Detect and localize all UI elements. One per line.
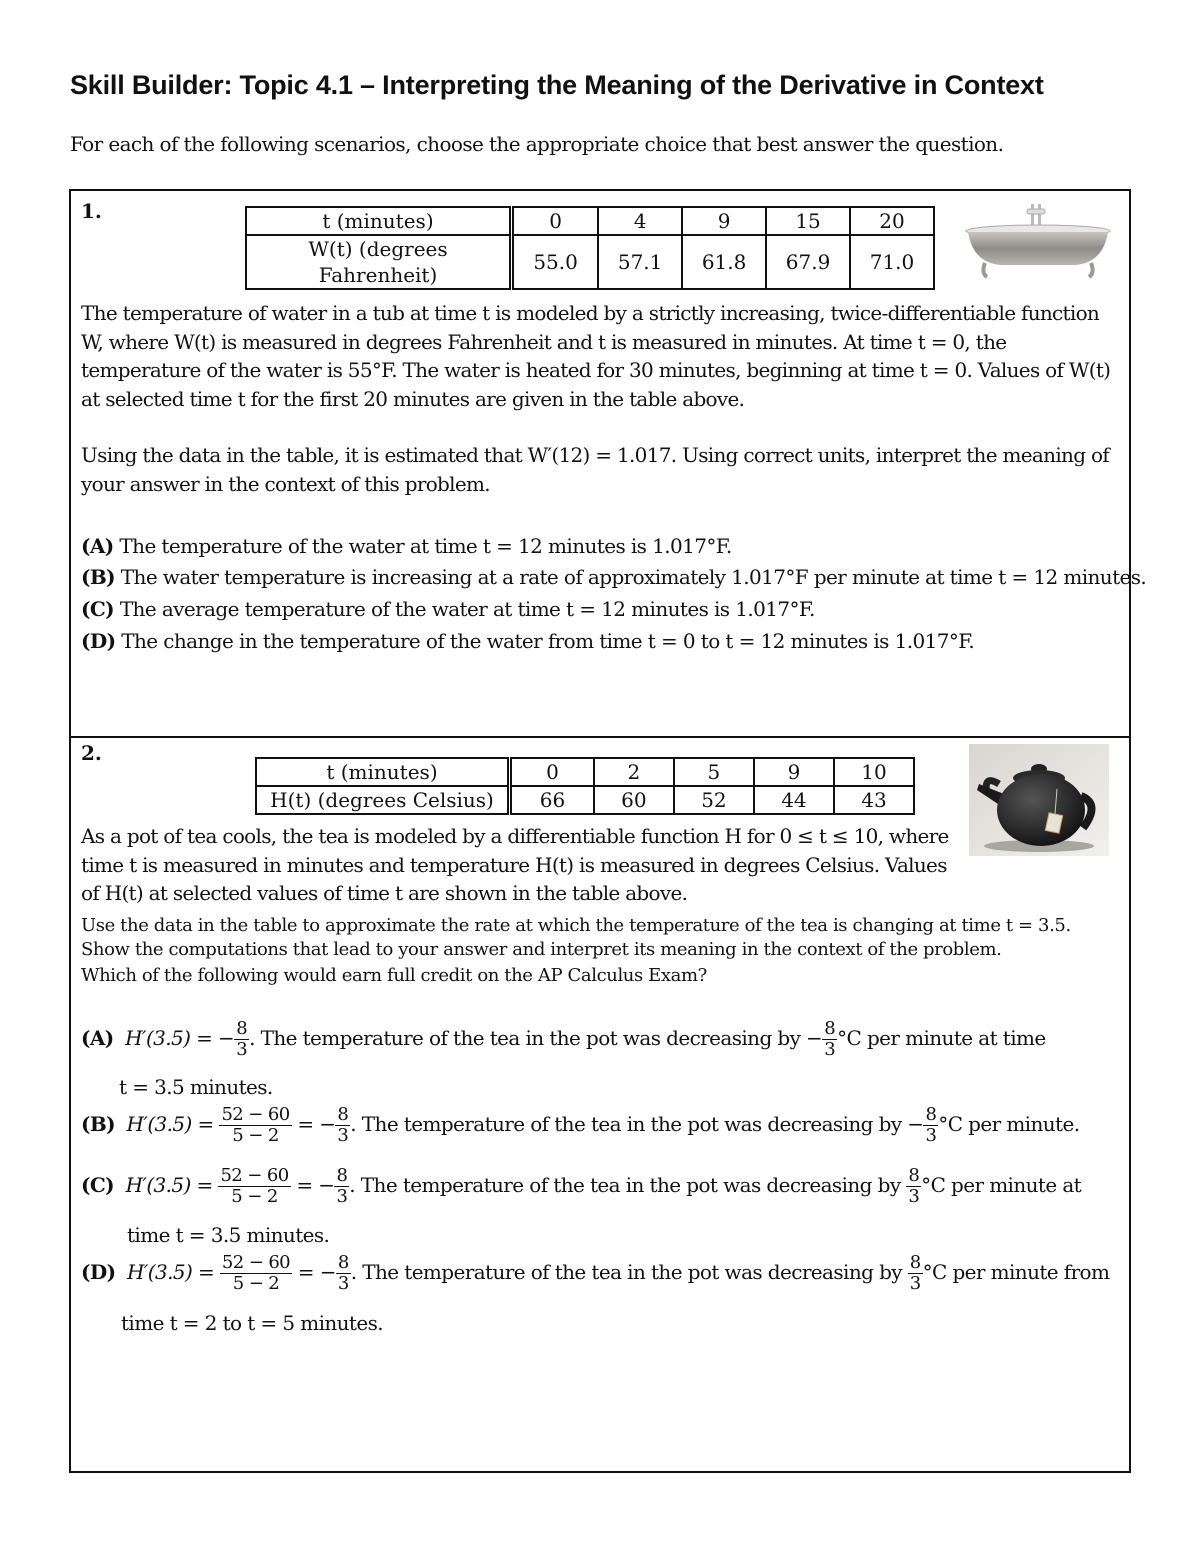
q1-choice-c[interactable]: (C) The average temperature of the water at time t = 12 minutes is 1.017°F. <box>81 597 815 621</box>
question-1-number: 1. <box>81 199 102 223</box>
q2-cell: 2 <box>594 758 674 786</box>
q1-cell: 20 <box>850 207 934 235</box>
q2-choice-b[interactable]: (B) H′(3.5) = $\frac{52 - 60}{5 - 2}$ = − $\frac{8}{3}$ . The temperature of the tea in the pot was decreasing by − $\frac{8}{3}$ °C per minute. <box>81 1104 1080 1146</box>
q2-paragraph-1: As a pot of tea cools, the tea is modeled by a differentiable function H for 0 ≤ t ≤ 10, where time t is measured in minutes and temperature H(t) is measured in degrees Celsius. Values of H(t) at selected values of time t are shown in the table above. <box>81 824 949 905</box>
q2-cell: 66 <box>510 786 594 814</box>
q1-table-header-w: W(t) (degrees Fahrenheit) <box>246 235 512 289</box>
q2-cell: 60 <box>594 786 674 814</box>
q2-cell: 0 <box>510 758 594 786</box>
q1-cell: 71.0 <box>850 235 934 289</box>
bathtub-icon <box>963 201 1113 281</box>
q1-paragraph-1: The temperature of water in a tub at time t is modeled by a strictly increasing, twice-differentiable function W, where W(t) is measured in degrees Fahrenheit and t is measured in minutes. At time t = 0, the temperature of the water is 55°F. The water is heated for 30 minutes, beginning at time t = 0. Values of W(t) at selected time t for the first 20 minutes are given in the table above. <box>81 301 1111 411</box>
q2-table-header-t: t (minutes) <box>256 758 510 786</box>
q2-paragraph-3: Which of the following would earn full credit on the AP Calculus Exam? <box>81 965 707 986</box>
teapot-icon <box>969 744 1109 856</box>
q2-cell: 43 <box>834 786 914 814</box>
q1-choice-b[interactable]: (B) The water temperature is increasing at a rate of approximately 1.017°F per minute at time t = 12 minutes. <box>81 565 1147 589</box>
q1-cell: 0 <box>512 207 599 235</box>
q1-cell: 15 <box>766 207 850 235</box>
q2-choice-c-continued: time t = 3.5 minutes. <box>127 1223 330 1247</box>
q2-cell: 44 <box>754 786 834 814</box>
question-2-number: 2. <box>81 741 102 765</box>
q1-paragraph-2: Using the data in the table, it is estimated that W′(12) = 1.017. Using correct units, interpret the meaning of your answer in the context of this problem. <box>81 443 1109 496</box>
q1-cell: 9 <box>682 207 766 235</box>
q1-cell: 57.1 <box>598 235 682 289</box>
q1-choice-d[interactable]: (D) The change in the temperature of the water from time t = 0 to t = 12 minutes is 1.017°F. <box>81 629 975 653</box>
q1-choice-a[interactable]: (A) The temperature of the water at time t = 12 minutes is 1.017°F. <box>81 534 732 558</box>
q2-choice-a-continued: t = 3.5 minutes. <box>119 1075 273 1099</box>
q1-table-header-t: t (minutes) <box>246 207 512 235</box>
q2-table-header-h: H(t) (degrees Celsius) <box>256 786 510 814</box>
q2-cell: 10 <box>834 758 914 786</box>
page-title: Skill Builder: Topic 4.1 – Interpreting the Meaning of the Derivative in Context <box>70 70 1044 100</box>
instructions: For each of the following scenarios, choose the appropriate choice that best answer the question. <box>70 132 1004 156</box>
question-divider <box>71 736 1129 738</box>
q1-data-table <box>245 206 935 290</box>
q2-choice-c[interactable]: (C) H′(3.5) = $\frac{52 - 60}{5 - 2}$ = − $\frac{8}{3}$ . The temperature of the tea in the pot was decreasing by $\frac{8}{3}$ °C per minute at <box>81 1165 1082 1207</box>
q2-data-table <box>255 757 915 815</box>
q1-cell: 4 <box>598 207 682 235</box>
q1-cell: 67.9 <box>766 235 850 289</box>
q2-choice-a[interactable]: (A) H′(3.5) = − $\frac{8}{3}$ . The temperature of the tea in the pot was decreasing by − $\frac{8}{3}$ °C per minute at time <box>81 1018 1046 1060</box>
q2-choice-d-continued: time t = 2 to t = 5 minutes. <box>121 1311 384 1335</box>
questions-frame <box>69 189 1147 1473</box>
q1-cell: 55.0 <box>512 235 599 289</box>
q2-cell: 5 <box>674 758 754 786</box>
q1-cell: 61.8 <box>682 235 766 289</box>
q2-paragraph-2: Use the data in the table to approximate the rate at which the temperature of the tea is changing at time t = 3.5. Show the computations that lead to your answer and interpret its meaning in the context of the problem. <box>81 915 1071 960</box>
q2-choice-d[interactable]: (D) H′(3.5) = $\frac{52 - 60}{5 - 2}$ = − $\frac{8}{3}$ . The temperature of the tea in the pot was decreasing by $\frac{8}{3}$ °C per minute from <box>81 1252 1110 1294</box>
q2-cell: 52 <box>674 786 754 814</box>
q2-cell: 9 <box>754 758 834 786</box>
